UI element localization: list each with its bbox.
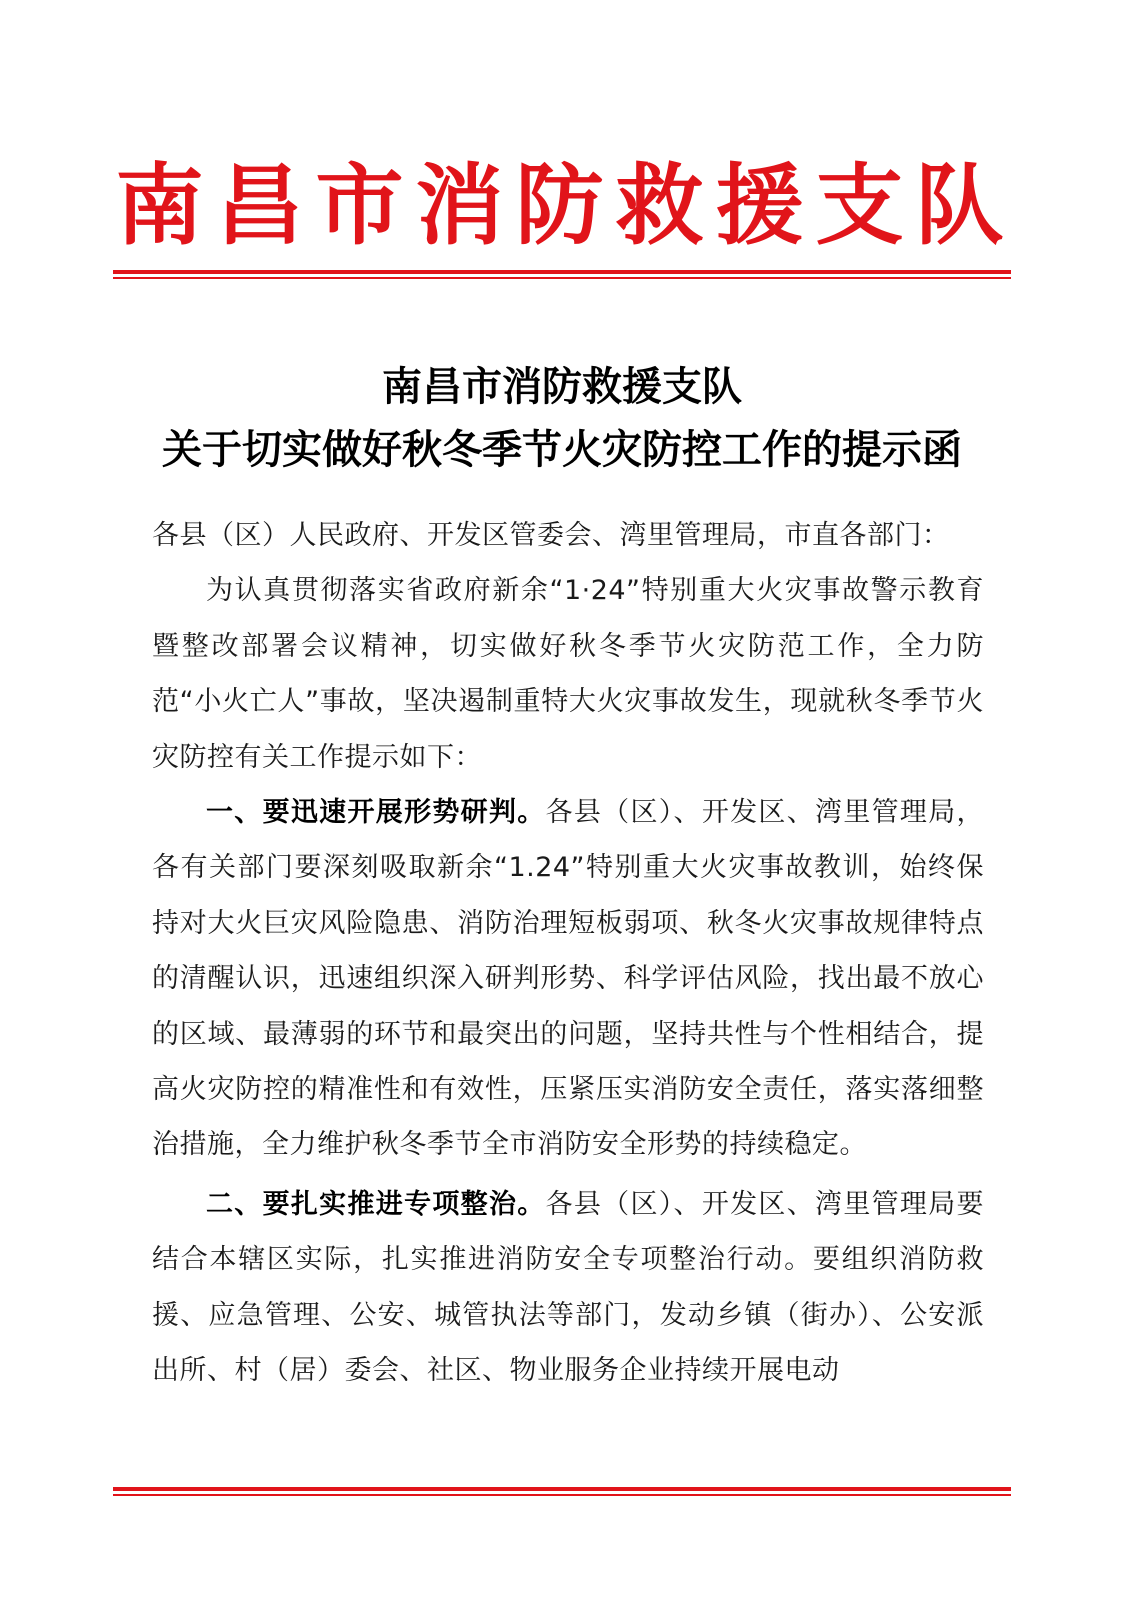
document-title-line-1: 南昌市消防救援支队 <box>382 363 742 410</box>
intro-paragraph: 为认真贯彻落实省政府新余“1·24”特别重大火灾事故警示教育暨整改部署会议精神，切实做好秋冬季节火灾防范工作，全力防范“小火亡人”事故，坚决遏制重特大火灾事故发生，现就秋冬季节火灾防控有关工作提示如下： <box>152 575 984 773</box>
masthead-red-rule-thick <box>113 270 1011 274</box>
document-title-line-2: 关于切实做好秋冬季节火灾防控工作的提示函 <box>162 426 962 473</box>
footer-red-rule-thick <box>113 1487 1011 1491</box>
section-1-paragraph <box>152 785 984 1173</box>
masthead-org-name: 南昌市消防救援支队 <box>115 153 1016 257</box>
document-body <box>152 508 984 1399</box>
section-1-heading: 一、要迅速开展形势研判。 <box>206 797 546 829</box>
section-1-text: 各县（区）、开发区、湾里管理局，各有关部门要深刻吸取新余“1.24”特别重大火灾事故教训，始终保持对大火巨灾风险隐患、消防治理短板弱项、秋冬火灾事故规律特点的清醒认识，迅速组织深入研判形势、科学评估风险，找出最不放心的区域、最薄弱的环节和最突出的问题，坚持共性与个性相结合，提高火灾防控的精准性和有效性，压紧压实消防安全责任，落实落细整治措施，全力维护秋冬季节全市消防安全形势的持续稳定。 <box>152 797 985 1161</box>
footer-red-rule-thin <box>113 1494 1011 1496</box>
masthead-red-rule-thin <box>113 277 1011 279</box>
section-2-paragraph <box>152 1177 984 1399</box>
salutation: 各县（区）人民政府、开发区管委会、湾里管理局，市直各部门： <box>152 520 950 551</box>
section-2-text: 各县（区）、开发区、湾里管理局要结合本辖区实际，扎实推进消防安全专项整治行动。要组织消防救援、应急管理、公安、城管执法等部门，发动乡镇（街办）、公安派出所、村（居）委会、社区、物业服务企业持续开展电动 <box>152 1188 985 1387</box>
section-2-heading: 二、要扎实推进专项整治。 <box>206 1188 546 1220</box>
